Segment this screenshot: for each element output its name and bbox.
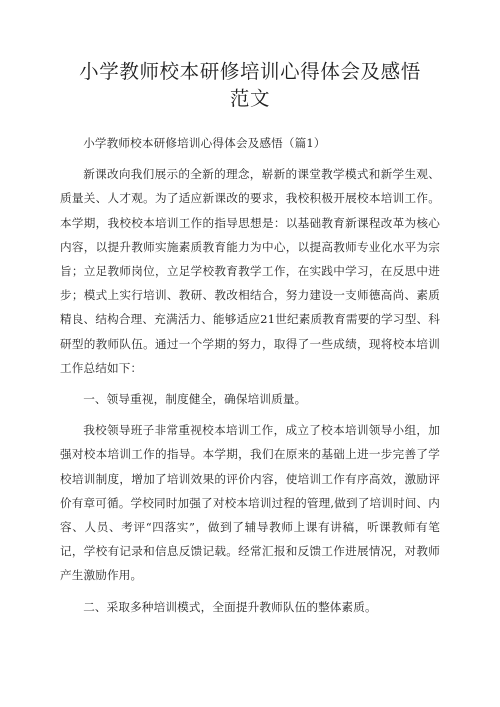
paragraph-gap: [60, 155, 440, 162]
paragraph-gap: [60, 380, 440, 387]
document-title: 小学教师校本研修培训心得体会及感悟范文: [79, 60, 421, 110]
subheading-two: 二、采取多种培训模式，全面提升教师队伍的整体素质。: [83, 599, 377, 614]
paragraph-gap: [60, 411, 440, 418]
document-body: [60, 131, 440, 619]
intro-paragraph: 新课改向我们展示的全新的理念，崭新的课堂教学模式和新学生观、质量关、人才观。为了适应新课改的要求，我校积极开展校本培训工作。本学期，我校校本培训工作的指导思想是：以基础教育新课程改革为核心内容，以提升教师实施素质教育能力为中心，以提高教师专业化水平为宗旨；立足教师岗位，立足学校教育教学工作，在实践中学习，在反思中进步；模式上实行培训、教研、教改相结合，努力建设一支师德高尚、素质精良、结构合理、充满活力、能够适应21世纪素质教育需要的学习型、科研型的教师队伍。通过一个学期的努力，取得了一些成绩，现将校本培训工作总结如下：: [60, 167, 440, 375]
body-paragraph-one: 我校领导班子非常重视校本培训工作，成立了校本培训领导小组，加强对校本培训工作的指导。本学期，我们在原来的基础上进一步完善了学校培训制度，增加了培训效果的评价内容，使培训工作有序高效，激励评价有章可循。学校同时加强了对校本培训过程的管理,做到了培训时间、内容、人员、考评“四落实”，做到了辅导教师上课有讲稿，听课教师有笔记，学校有记录和信息反馈记载。经常汇报和反馈工作进展情况，对教师产生激励作用。: [60, 423, 440, 583]
subheading-one: 一、领导重视，制度健全，确保培训质量。: [83, 392, 307, 407]
section-heading: 小学教师校本研修培训心得体会及感悟（篇1）: [83, 136, 326, 150]
paragraph-gap: [60, 588, 440, 595]
